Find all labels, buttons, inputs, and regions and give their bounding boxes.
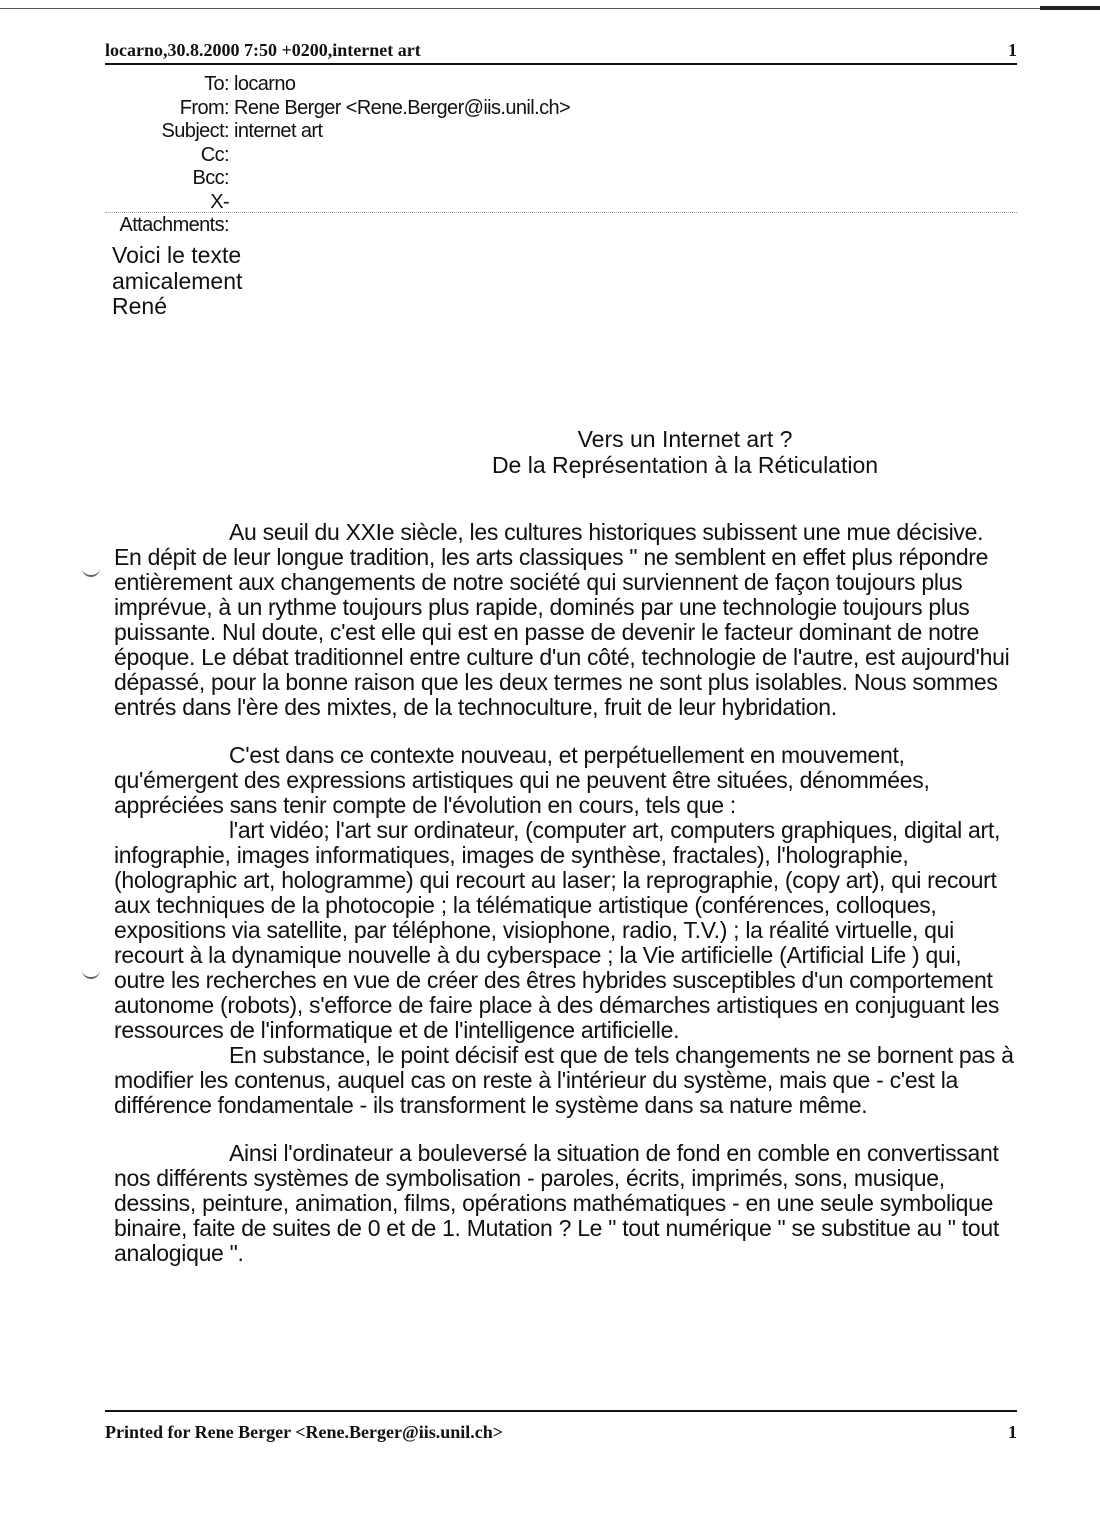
greeting-line: amicalement (112, 267, 243, 294)
footer-printed-for: Printed for Rene Berger <Rene.Berger@iis.unil.ch> (105, 1422, 504, 1442)
meta-value-attachments (229, 191, 234, 238)
meta-row-from (105, 97, 570, 121)
paragraph: C'est dans ce contexte nouveau, et perpétuellement en mouvement, qu'émergent des expressions artistiques qui ne peuvent être situées, dénommées, appréciées sans tenir compte de l'évolution en cours, tels que : (114, 742, 930, 818)
article-title (400, 427, 970, 478)
header-page-number: 1 (1008, 40, 1017, 60)
paragraph: Ainsi l'ordinateur a bouleversé la situation de fond en comble en convertissant nos différents systèmes de symbolisation - paroles, écrits, imprimés, sons, musique, dessins, peinture, animation, films, opérations mathématiques - en une seule symbolique binaire, faite de suites de 0 et de 1. Mutation ? Le " tout numérique " se substitue au " tout analogique ". (114, 1140, 999, 1266)
meta-label-cc: Cc: (200, 143, 229, 166)
meta-label-to: To: (204, 73, 229, 95)
article-title-line: Vers un Internet art ? (577, 426, 793, 452)
scan-edge-line (0, 8, 1100, 9)
meta-label-bcc: Bcc: (192, 167, 229, 189)
meta-label-attachments: X-Attachments: (119, 190, 229, 236)
page-footer (105, 1410, 1017, 1443)
greeting-block (112, 243, 242, 320)
scan-mark (82, 565, 100, 577)
greeting-line: Voici le texte (112, 242, 242, 268)
header-separator (105, 212, 1017, 213)
article-subtitle-line: De la Représentation à la Réticulation (491, 451, 879, 478)
meta-row-subject (105, 120, 570, 144)
article-body (114, 520, 1014, 1266)
meta-value-to: locarno (234, 73, 296, 95)
meta-row-cc (105, 144, 570, 168)
paragraph: Au seuil du XXIe siècle, les cultures historiques subissent une mue décisive. En dépit de leur longue tradition, les arts classiques " ne semblent en effet plus répondre entièrement aux changements de notre société qui surviennent de façon toujours plus imprévue, à un rythme toujours plus rapide, dominés par une technologie toujours plus puissante. Nul doute, c'est elle qui est en passe de devenir le facteur dominant de notre époque. Le débat traditionnel entre culture d'un côté, technologie de l'autre, est aujourd'hui dépassé, pour la bonne raison que les deux termes ne sont plus isolables. Nous sommes entrés dans l'ère des mixtes, de la technoculture, fruit de leur hybridation. (114, 519, 1010, 720)
scan-mark (82, 967, 100, 979)
meta-label-subject: Subject: (161, 120, 229, 142)
meta-value-subject: internet art (234, 120, 323, 142)
paragraph: En substance, le point décisif est que de tels changements ne se bornent pas à modifier les contenus, auquel cas on reste à l'intérieur du système, mais que - c'est la différence fondamentale - ils transforment le système dans sa nature même. (114, 1042, 1014, 1118)
meta-label-from: From: (179, 96, 229, 119)
page-header (105, 40, 1017, 65)
meta-row-attachments (105, 191, 570, 238)
meta-value-bcc (229, 167, 234, 191)
footer-page-number: 1 (1008, 1422, 1017, 1442)
meta-row-bcc (105, 167, 570, 191)
meta-value-cc (229, 144, 234, 168)
header-title: locarno,30.8.2000 7:50 +0200,internet art (105, 40, 421, 60)
signature-name: René (112, 293, 167, 319)
paragraph: l'art vidéo; l'art sur ordinateur, (computer art, computers graphiques, digital art, infographie, images informatiques, images de synthèse, fractales), l'holographie, (holographic art, hologramme) qui recourt au laser; la reprographie, (copy art), qui recourt aux techniques de la photocopie ; la télématique artistique (conférences, colloques, expositions via satellite, par téléphone, visiophone, radio, T.V.) ; la réalité virtuelle, qui recourt à la dynamique nouvelle à du cyberspace ; la Vie artificielle (Artificial Life ) qui, outre les recherches en vue de créer des êtres hybrides susceptibles d'un comportement autonome (robots), s'efforce de faire place à des démarches artistiques en conjuguant les ressources de l'informatique et de l'intelligence artificielle. (114, 817, 1001, 1043)
meta-row-to (105, 73, 570, 97)
meta-value-from: Rene Berger <Rene.Berger@iis.unil.ch> (234, 96, 571, 119)
